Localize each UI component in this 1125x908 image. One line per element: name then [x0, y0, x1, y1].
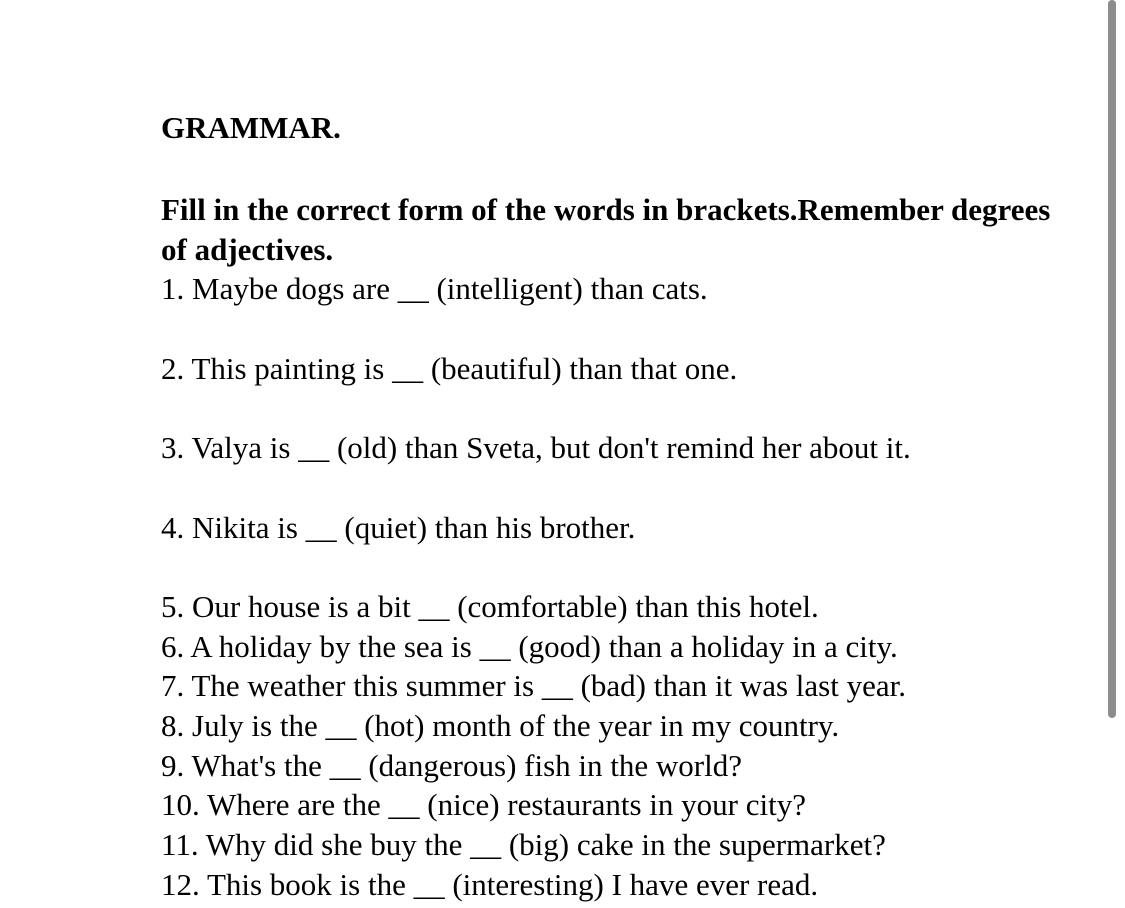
exercise-item-12: 12. This book is the __ (interesting) I have ever read.: [161, 866, 819, 902]
spacer: [161, 468, 1061, 508]
spacer: [161, 547, 1061, 587]
exercise-item-6: 6. A holiday by the sea is __ (good) than a holiday in a city.: [161, 628, 898, 664]
exercise-item-8: 8. July is the __ (hot) month of the year in my country.: [161, 708, 840, 744]
exercise-item-11: 11. Why did she buy the __ (big) cake in the supermarket?: [161, 827, 886, 863]
spacer: [161, 309, 1061, 349]
section-heading: GRAMMAR.: [161, 110, 341, 145]
exercise-item-10: 10. Where are the __ (nice) restaurants in your city?: [161, 787, 806, 823]
exercise-item-5: 5. Our house is a bit __ (comfortable) than this hotel.: [161, 588, 819, 624]
task-instruction: Fill in the correct form of the words in brackets.Remember degrees of adjectives.: [161, 192, 1051, 267]
exercise-item-1: 1. Maybe dogs are __ (intelligent) than cats.: [161, 271, 708, 307]
worksheet: [161, 108, 1061, 905]
exercise-item-9: 9. What's the __ (dangerous) fish in the world?: [161, 747, 742, 783]
spacer: [161, 151, 1061, 190]
vertical-scrollbar[interactable]: [1108, 0, 1116, 718]
exercise-item-3: 3. Valya is __ (old) than Sveta, but don't remind her about it.: [161, 430, 911, 466]
spacer: [161, 389, 1061, 429]
exercise-item-7: 7. The weather this summer is __ (bad) than it was last year.: [161, 668, 906, 704]
exercise-item-2: 2. This painting is __ (beautiful) than that one.: [161, 350, 738, 386]
exercise-item-4: 4. Nikita is __ (quiet) than his brother.: [161, 509, 636, 545]
